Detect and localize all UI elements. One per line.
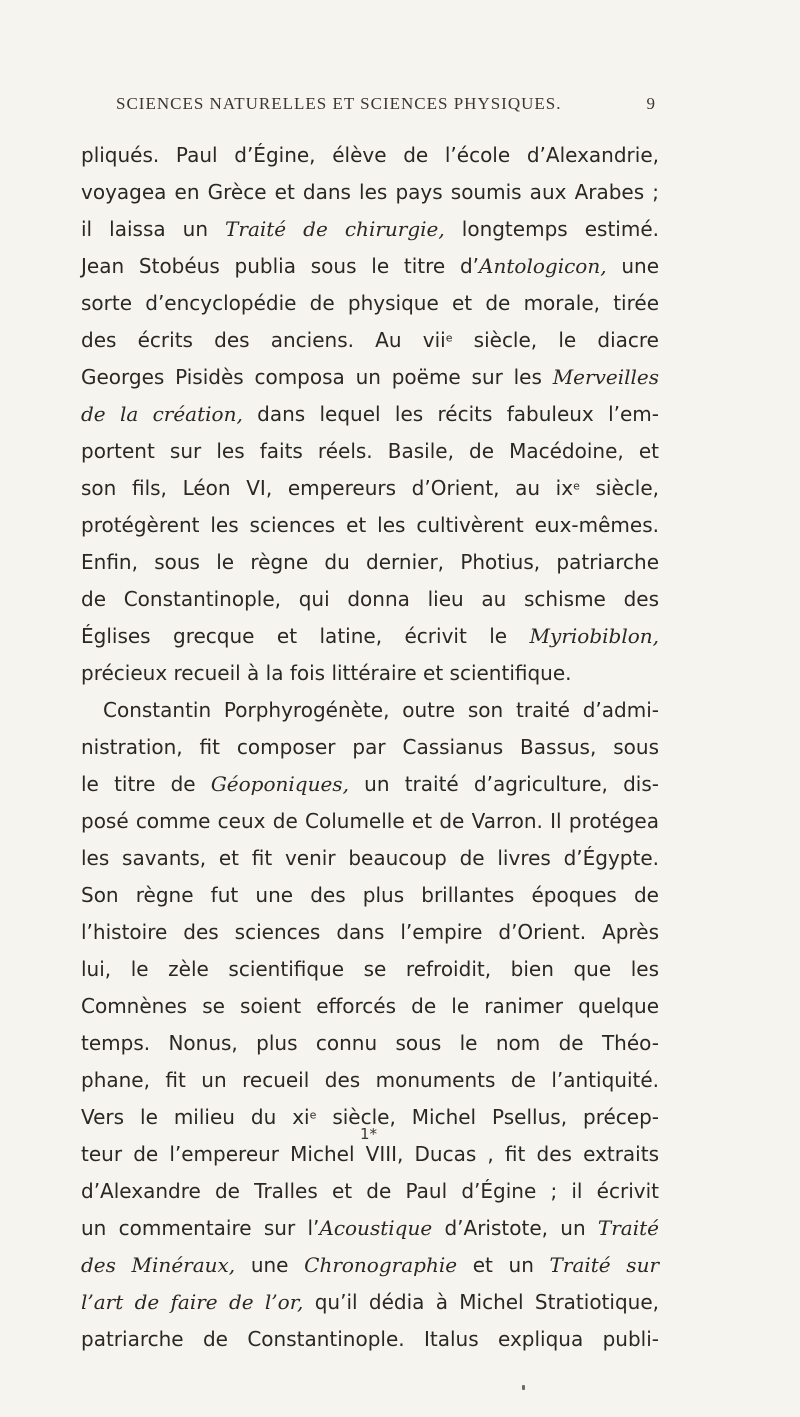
text-run: et un bbox=[457, 1253, 550, 1277]
text-run: des écrits des anciens. Au vii bbox=[81, 328, 446, 352]
italic-title: des Minéraux, bbox=[81, 1253, 236, 1277]
text-run: posé comme ceux de Columelle et de Varron. Il protégea bbox=[81, 809, 659, 833]
running-title: SCIENCES NATURELLES ET SCIENCES PHYSIQUES. bbox=[116, 94, 562, 113]
italic-title: Traité de chirurgie, bbox=[225, 217, 445, 241]
italic-title: Acoustique bbox=[319, 1216, 433, 1240]
text-run: qu’il dédia à Michel Stratiotique, bbox=[303, 1290, 659, 1314]
text-line bbox=[81, 433, 659, 470]
text-line bbox=[81, 1025, 659, 1062]
superscript: e bbox=[309, 1108, 317, 1122]
text-run: les savants, et fit venir beaucoup de livres d’Égypte. bbox=[81, 846, 659, 870]
paper-speck bbox=[522, 1385, 525, 1390]
text-run: précieux recueil à la fois littéraire et scientifique. bbox=[81, 661, 572, 685]
text-run: Comnènes se soient efforcés de le ranimer quelque bbox=[81, 994, 659, 1018]
text-run: siècle, bbox=[579, 476, 659, 500]
text-run: nistration, fit composer par Cassianus Bassus, sous bbox=[81, 735, 659, 759]
text-line bbox=[81, 137, 659, 174]
text-run: un traité d’agriculture, dis- bbox=[348, 772, 659, 796]
text-run: le titre de bbox=[81, 772, 211, 796]
italic-title: Merveilles bbox=[552, 365, 659, 389]
text-run: Enfin, sous le règne du dernier, Photius, patriarche bbox=[81, 550, 659, 574]
text-run: phane, fit un recueil des monuments de l’antiquité. bbox=[81, 1068, 659, 1092]
text-line bbox=[81, 1210, 659, 1247]
text-run: Églises grecque et latine, écrivit le bbox=[81, 624, 530, 648]
text-line bbox=[81, 285, 659, 322]
text-run: une bbox=[606, 254, 660, 278]
text-run: Jean Stobéus publia sous le titre d’ bbox=[81, 254, 480, 278]
text-line bbox=[81, 988, 659, 1025]
text-run: Georges Pisidès composa un poëme sur les bbox=[81, 365, 553, 389]
italic-title: Chronographie bbox=[304, 1253, 458, 1277]
text-run: siècle, le diacre bbox=[452, 328, 659, 352]
text-run: lui, le zèle scientifique se refroidit, bien que les bbox=[81, 957, 659, 981]
text-run: l’histoire des sciences dans l’empire d’Orient. Après bbox=[81, 920, 659, 944]
text-line bbox=[81, 1247, 659, 1284]
text-line bbox=[81, 359, 659, 396]
italic-title: Géoponiques, bbox=[210, 772, 349, 796]
text-run: dans lequel les récits fabuleux l’em- bbox=[242, 402, 659, 426]
italic-title: Myriobiblon, bbox=[529, 624, 659, 648]
text-line bbox=[81, 1284, 659, 1321]
text-run: il laissa un bbox=[81, 217, 226, 241]
text-line bbox=[81, 840, 659, 877]
text-run: portent sur les faits réels. Basile, de Macédoine, et bbox=[81, 439, 659, 463]
text-run: son fils, Léon VI, empereurs d’Orient, au ix bbox=[81, 476, 574, 500]
text-line bbox=[81, 692, 659, 729]
superscript: e bbox=[573, 479, 580, 493]
text-line bbox=[81, 618, 659, 655]
italic-title: l’art de faire de l’or, bbox=[81, 1290, 304, 1314]
text-run: temps. Nonus, plus connu sous le nom de Théo- bbox=[81, 1031, 659, 1055]
italic-title: de la création, bbox=[81, 402, 243, 426]
body-text bbox=[81, 137, 659, 1358]
text-run: protégèrent les sciences et les cultivèrent eux-mêmes. bbox=[81, 513, 659, 537]
text-line bbox=[81, 211, 659, 248]
text-line bbox=[81, 655, 659, 692]
text-run: une bbox=[235, 1253, 305, 1277]
signature-mark: 1* bbox=[360, 1125, 378, 1143]
text-run: d’Alexandre de Tralles et de Paul d’Égine ; il écrivit bbox=[81, 1179, 659, 1203]
text-line bbox=[81, 1173, 659, 1210]
text-line bbox=[81, 877, 659, 914]
text-line bbox=[81, 729, 659, 766]
text-line bbox=[81, 766, 659, 803]
text-run: sorte d’encyclopédie de physique et de morale, tirée bbox=[81, 291, 659, 315]
text-run: Constantin Porphyrogénète, outre son traité d’admi- bbox=[103, 698, 659, 722]
text-line bbox=[81, 322, 659, 359]
running-head bbox=[116, 94, 656, 124]
page-number: 9 bbox=[646, 94, 656, 113]
text-run: un commentaire sur l’ bbox=[81, 1216, 320, 1240]
text-run: patriarche de Constantinople. Italus expliqua publi- bbox=[81, 1327, 659, 1351]
text-line bbox=[81, 581, 659, 618]
text-line bbox=[81, 396, 659, 433]
text-run: d’Aristote, un bbox=[432, 1216, 598, 1240]
italic-title: Traité bbox=[597, 1216, 659, 1240]
text-run: de Constantinople, qui donna lieu au schisme des bbox=[81, 587, 659, 611]
text-line bbox=[81, 1062, 659, 1099]
italic-title: Traité sur bbox=[549, 1253, 660, 1277]
text-run: teur de l’empereur Michel VIII, Ducas , fit des extraits bbox=[81, 1142, 659, 1166]
text-run: voyagea en Grèce et dans les pays soumis aux Arabes ; bbox=[81, 180, 659, 204]
text-line bbox=[81, 914, 659, 951]
text-line bbox=[81, 544, 659, 581]
text-line bbox=[81, 803, 659, 840]
text-run: siècle, Michel Psellus, précep- bbox=[316, 1105, 659, 1129]
text-line bbox=[81, 248, 659, 285]
text-line bbox=[81, 951, 659, 988]
text-run: pliqués. Paul d’Égine, élève de l’école d’Alexandrie, bbox=[81, 143, 659, 167]
text-run: Son règne fut une des plus brillantes époques de bbox=[81, 883, 659, 907]
superscript: e bbox=[445, 331, 453, 345]
text-run: Vers le milieu du xi bbox=[81, 1105, 310, 1129]
text-line bbox=[81, 470, 659, 507]
italic-title: Antologicon, bbox=[479, 254, 607, 278]
text-line bbox=[81, 507, 659, 544]
text-line bbox=[81, 174, 659, 211]
text-run: longtemps estimé. bbox=[444, 217, 659, 241]
text-line bbox=[81, 1321, 659, 1358]
